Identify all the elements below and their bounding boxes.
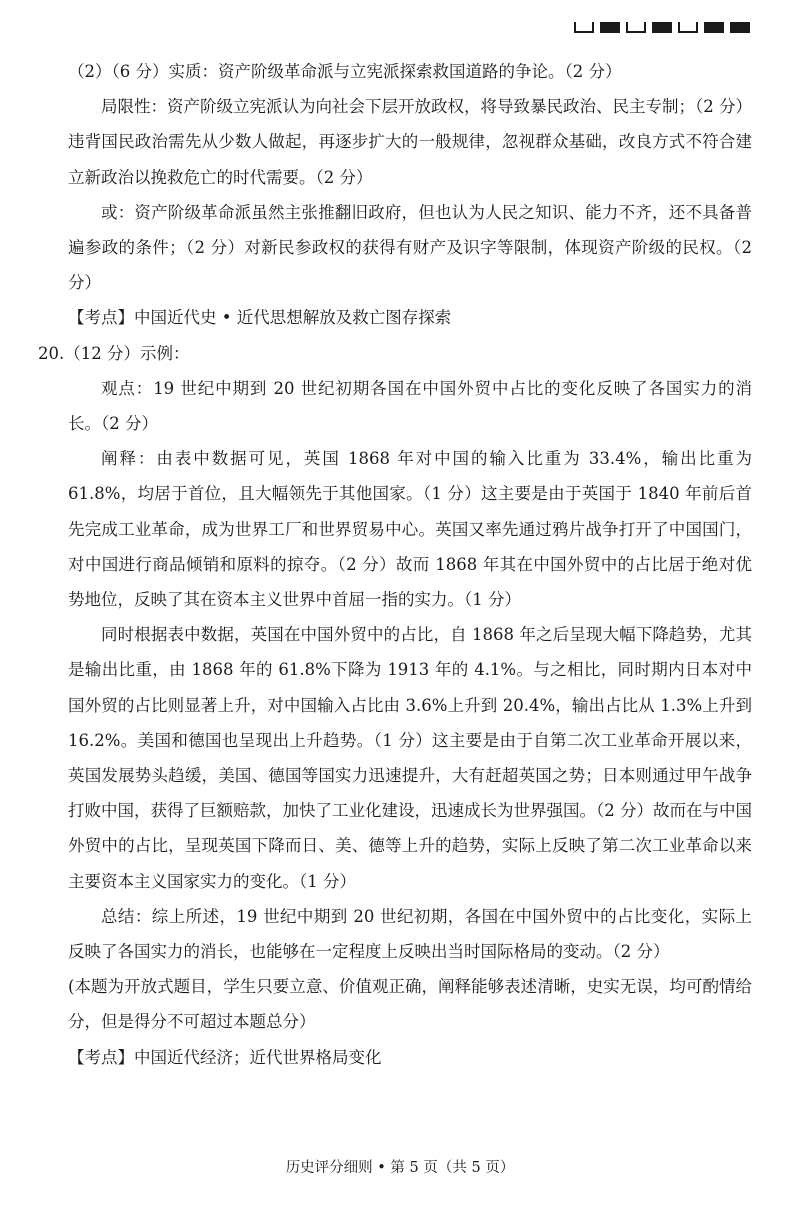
header-mark	[730, 22, 750, 33]
answer-20-summary: 总结：综上所述，19 世纪中期到 20 世纪初期，各国在中国外贸中的占比变化，实际上反映了各国实力的消长，也能够在一定程度上反映出当时国际格局的变动。（2 分）	[68, 906, 752, 962]
answer-20-explanation: 阐释：由表中数据可见，英国 1868 年对中国的输入比重为 33.4%，输出比重为 61.8%，均居于首位，且大幅领先于其他国家。（1 分）这主要是由于英国于 1840 年前后首先完成工业革命，成为世界工厂和世界贸易中心。英国又率先通过鸦片战争打开了中国国门，对中国进行商品倾销和原料的掠夺。（2 分）故而 1868 年其在中国外贸中的占比居于绝对优势地位，反映了其在资本主义世界中首屈一指的实力。（1 分）	[68, 449, 752, 610]
exam-point-19: 【考点】中国近代史 • 近代思想解放及救亡图存探索	[68, 308, 452, 328]
answer-19-2-limitation: 局限性：资产阶级立宪派认为向社会下层开放政权，将导致暴民政治、民主专制；（2 分）违背国民政治需先从少数人做起，再逐步扩大的一般规律，忽视群众基础，改良方式不符合建立新政治以挽救危亡的时代需要。（2 分）	[68, 97, 752, 187]
exam-point-20: 【考点】中国近代经济；近代世界格局变化	[68, 1047, 382, 1067]
header-mark	[600, 22, 620, 33]
header-mark	[574, 22, 594, 33]
header-mark	[626, 22, 646, 33]
answer-20-viewpoint: 观点：19 世纪中期到 20 世纪初期各国在中国外贸中占比的变化反映了各国实力的消长。（2 分）	[68, 378, 752, 434]
grading-note: (本题为开放式题目，学生只要立意、价值观正确，阐释能够表述清晰，史实无误，均可酌情给分，但是得分不可超过本题总分）	[68, 977, 752, 1032]
header-mark	[678, 22, 698, 33]
answer-20-explanation-continued: 同时根据表中数据，英国在中国外贸中的占比，自 1868 年之后呈现大幅下降趋势，尤其是输出比重，由 1868 年的 61.8%下降为 1913 年的 4.1%。与之相比，同时期内日本对中国外贸的占比则显著上升，对中国输入占比由 3.6%上升到 20.4%，输出占比从 1.3%上升到 16.2%。美国和德国也呈现出上升趋势。（1 分）这主要是由于自第二次工业革命开展以来，英国发展势头趋缓，美国、德国等国实力迅速提升，大有赶超英国之势；日本则通过甲午战争打败中国，获得了巨额赔款，加快了工业化建设，迅速成长为世界强国。（2 分）故而在与中国外贸中的占比，呈现英国下降而日、美、德等上升的趋势，实际上反映了第二次工业革命以来主要资本主义国家实力的变化。（1 分）	[68, 625, 752, 891]
header-mark	[704, 22, 724, 33]
header-mark	[652, 22, 672, 33]
page-footer: 历史评分细则 • 第 5 页（共 5 页）	[285, 1160, 515, 1176]
question-20-heading: 20.（12 分）示例：	[38, 343, 190, 363]
header-marks	[574, 22, 750, 33]
document-body	[38, 54, 752, 1075]
answer-19-2-alternative: 或：资产阶级革命派虽然主张推翻旧政府，但也认为人民之知识、能力不齐，还不具备普遍参政的条件；（2 分）对新民参政权的获得有财产及识字等限制，体现资产阶级的民权。（2 分）	[68, 202, 752, 293]
answer-19-2-essence: （2）（6 分）实质：资产阶级革命派与立宪派探索救国道路的争论。（2 分）	[68, 62, 622, 81]
